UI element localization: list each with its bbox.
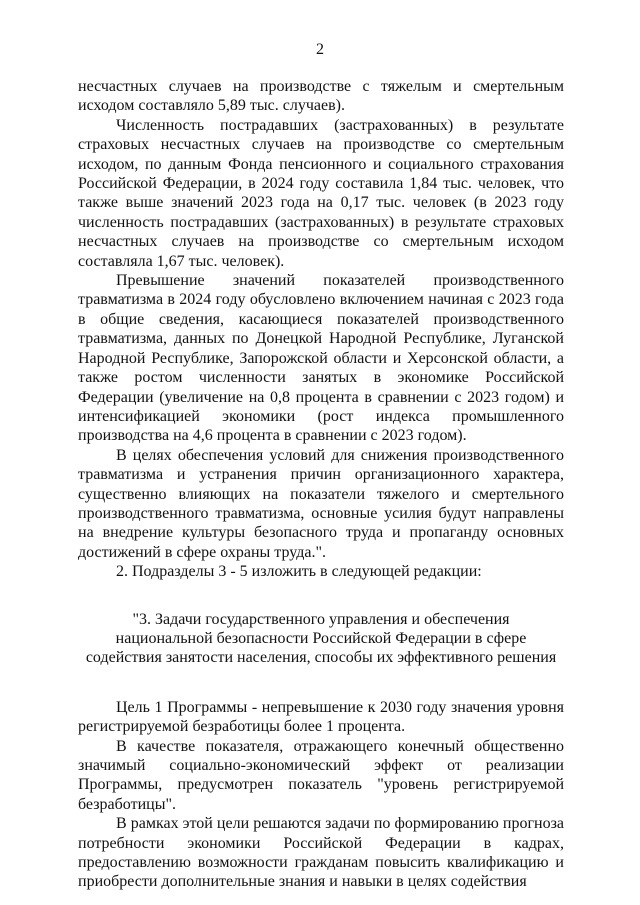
page-number: 2 — [316, 41, 324, 58]
paragraph-amendment: 2. Подразделы 3 - 5 изложить в следующей редакции: — [116, 563, 482, 581]
paragraph-indicator: В качестве показателя, отражающего конечный общественно значимый социально-экономический эффект от реализации Программы, предусмотрен показатель "уровень регистрируемой безработицы". — [78, 737, 564, 813]
section-heading: "3. Задачи государственного управления и обеспечения национальной безопасности Российской Федерации в сфере содействия занятости населения, способы их эффективного решения — [85, 610, 557, 667]
paragraph-goal: Цель 1 Программы - непревышение к 2030 году значения уровня регистрируемой безработицы более 1 процента. — [78, 698, 564, 736]
paragraph-fatal-accidents: Численность пострадавших (застрахованных) в результате страховых несчастных случаев на производстве со смертельным исходом, по данным Фонда пенсионного и социального страхования Российской Федерации, в 2024 году составила 1,84 тыс. человек, что также выше значений 2023 года на 0,17 тыс. человек (в 2023 году численность пострадавших (застрахованных) в результате страховых несчастных случаев на производстве со смертельным исходом составляла 1,67 тыс. человек). — [78, 116, 564, 270]
document-body — [78, 77, 564, 892]
paragraph-injury-increase: Превышение значений показателей производственного травматизма в 2024 году обусловлено включением начиная с 2023 года в общие сведения, касающиеся показателей производственного травматизма, данных по Донецкой Народной Республике, Луганской Народной Республике, Запорожской области и Херсонской области, а также ростом численности занятых в экономике Российской Федерации (увеличение на 0,8 процента в сравнении с 2023 годом) и интенсификацией экономики (рост индекса промышленного производства на 4,6 процента в сравнении с 2023 годом). — [78, 272, 564, 445]
paragraph-safety-measures: В целях обеспечения условий для снижения производственного травматизма и устранения причин организационного характера, существенно влияющих на показатели тяжелого и смертельного производственного травматизма, основные усилия будут направлены на внедрение культуры безопасного труда и пропаганду основных достижений в сфере охраны труда.". — [78, 446, 564, 561]
paragraph-tasks: В рамках этой цели решаются задачи по формированию прогноза потребности экономики Российской Федерации в кадрах, предоставлению возможности гражданам повысить квалификацию и приобрести дополнительные знания и навыки в целях содействия — [78, 815, 564, 891]
paragraph-continuation: несчастных случаев на производстве с тяжелым и смертельным исходом составляло 5,89 тыс. случаев). — [78, 78, 564, 115]
